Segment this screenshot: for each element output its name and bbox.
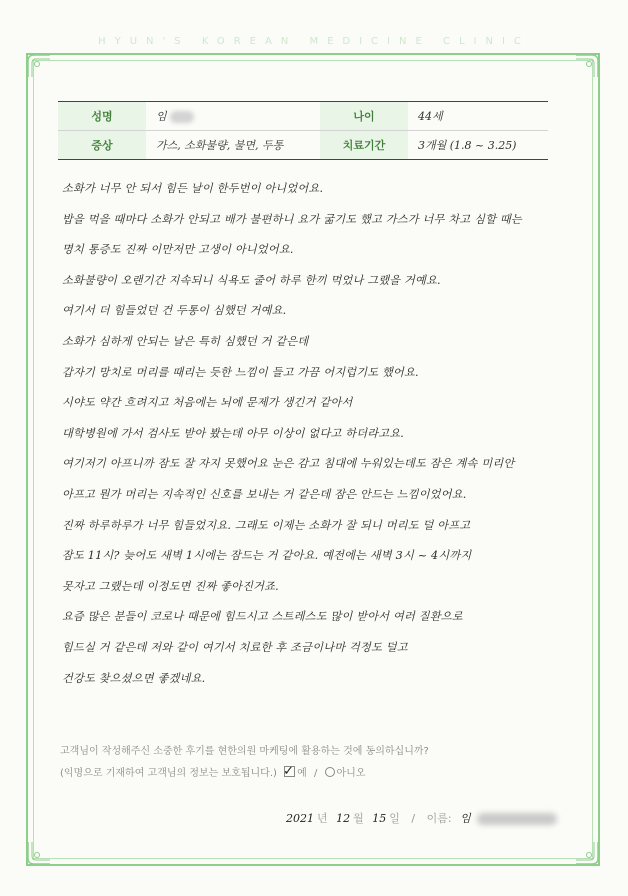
name-label: 성명 [58, 102, 146, 131]
day-unit: 일 [389, 812, 400, 825]
name-value [146, 102, 320, 131]
signature-name: 임 [460, 812, 471, 825]
signature-row [286, 810, 586, 826]
review-line: 소화가 심하게 안되는 날은 특히 심했던 거 같은데 [62, 334, 309, 348]
review-line: 진짜 하루하루가 너무 힘들었지요. 그래도 이제는 소화가 잘 되니 머리도 덜 아프고 [62, 518, 471, 532]
corner-ornament-icon [26, 53, 52, 79]
review-line: 잠도 11시? 늦어도 새벽 1시에는 잠드는 거 같아요. 예전에는 새벽 3시 ~ 4시까지 [62, 549, 472, 563]
review-line: 힘드실 거 같은데 저와 같이 여기서 치료한 후 조금이나마 걱정도 덜고 [62, 640, 408, 654]
review-line: 밥을 먹을 때마다 소화가 안되고 배가 불편하니 요가 굶기도 했고 가스가 너무 차고 심할 때는 [62, 212, 522, 226]
consent-yes-label: 예 [297, 768, 307, 779]
year-unit: 년 [317, 812, 328, 825]
signature-separator: / [411, 812, 416, 825]
consent-note: (익명으로 기재하여 고객님의 정보는 보호됩니다.) [60, 768, 277, 779]
review-line: 갑자기 망치로 머리를 때리는 듯한 느낌이 들고 가끔 어지럽기도 했어요. [62, 365, 419, 379]
review-line: 명치 통증도 진짜 이만저만 고생이 아니었어요. [62, 243, 294, 257]
name-redaction-blur [170, 111, 194, 123]
review-line: 여기서 더 힘들었던 건 두통이 심했던 거예요. [62, 304, 287, 318]
review-line: 소화가 너무 안 되서 힘든 날이 한두번이 아니었어요. [62, 182, 324, 195]
period-value: 3개월 (1.8 ~ 3.25) [408, 131, 548, 160]
review-line: 아프고 뭔가 머리는 지속적인 신호를 보내는 거 같은데 잠은 안드는 느낌이었어요. [62, 487, 467, 501]
signature-day: 15 [372, 812, 387, 825]
signature-month: 12 [336, 812, 351, 825]
symptom-label: 증상 [58, 131, 146, 160]
review-line: 소화불량이 오랜기간 지속되니 식욕도 줄어 하루 한끼 먹었나 그랬을 거예요. [62, 273, 441, 287]
signature-redaction-blur [477, 813, 557, 825]
review-line: 건강도 찾으셨으면 좋겠네요. [62, 671, 206, 685]
consent-no-label: 아니오 [336, 768, 366, 779]
consent-yes-option[interactable] [284, 763, 307, 785]
radio-unchecked-icon[interactable] [325, 767, 335, 777]
consent-question: 고객님이 작성해주신 소중한 후기를 현한의원 마케팅에 활용하는 것에 동의하십니까? [60, 746, 429, 757]
info-row [58, 102, 548, 131]
month-unit: 월 [353, 812, 364, 825]
corner-ornament-icon [574, 53, 600, 79]
review-line: 못자고 그랬는데 이정도면 진짜 좋아진거죠. [62, 579, 279, 593]
handwritten-review [62, 174, 572, 694]
clinic-watermark-header: HYUN'S KOREAN MEDICINE CLINIC [98, 36, 530, 47]
name-text: 임 [156, 110, 167, 123]
consent-separator: / [313, 768, 318, 779]
consent-section [60, 741, 580, 785]
patient-info-table [58, 101, 548, 160]
checkbox-checked-icon[interactable] [284, 766, 295, 777]
checkmark-icon: ✓ [283, 764, 294, 779]
corner-ornament-icon [574, 840, 600, 866]
signature-year: 2021 [286, 812, 314, 825]
signature-name-label: 이름: [426, 812, 452, 825]
age-value: 44세 [408, 102, 548, 131]
consent-note-row [60, 763, 580, 785]
review-line: 시야도 약간 흐려지고 처음에는 뇌에 문제가 생긴거 같아서 [62, 396, 353, 410]
review-line: 여기저기 아프니까 잠도 잘 자지 못했어요 눈은 감고 침대에 누워있는데도 잠은 계속 미리안 [62, 457, 515, 471]
age-label: 나이 [320, 102, 408, 131]
period-label: 치료기간 [320, 131, 408, 160]
symptom-value: 가스, 소화불량, 불면, 두통 [146, 131, 320, 160]
review-line: 대학병원에 가서 검사도 받아 봤는데 아무 이상이 없다고 하더라고요. [62, 426, 405, 440]
corner-ornament-icon [26, 840, 52, 866]
review-line: 요즘 많은 분들이 코로나 때문에 힘드시고 스트레스도 많이 받아서 여러 질환으로 [62, 610, 463, 624]
info-row [58, 131, 548, 160]
consent-no-option[interactable] [325, 763, 366, 785]
